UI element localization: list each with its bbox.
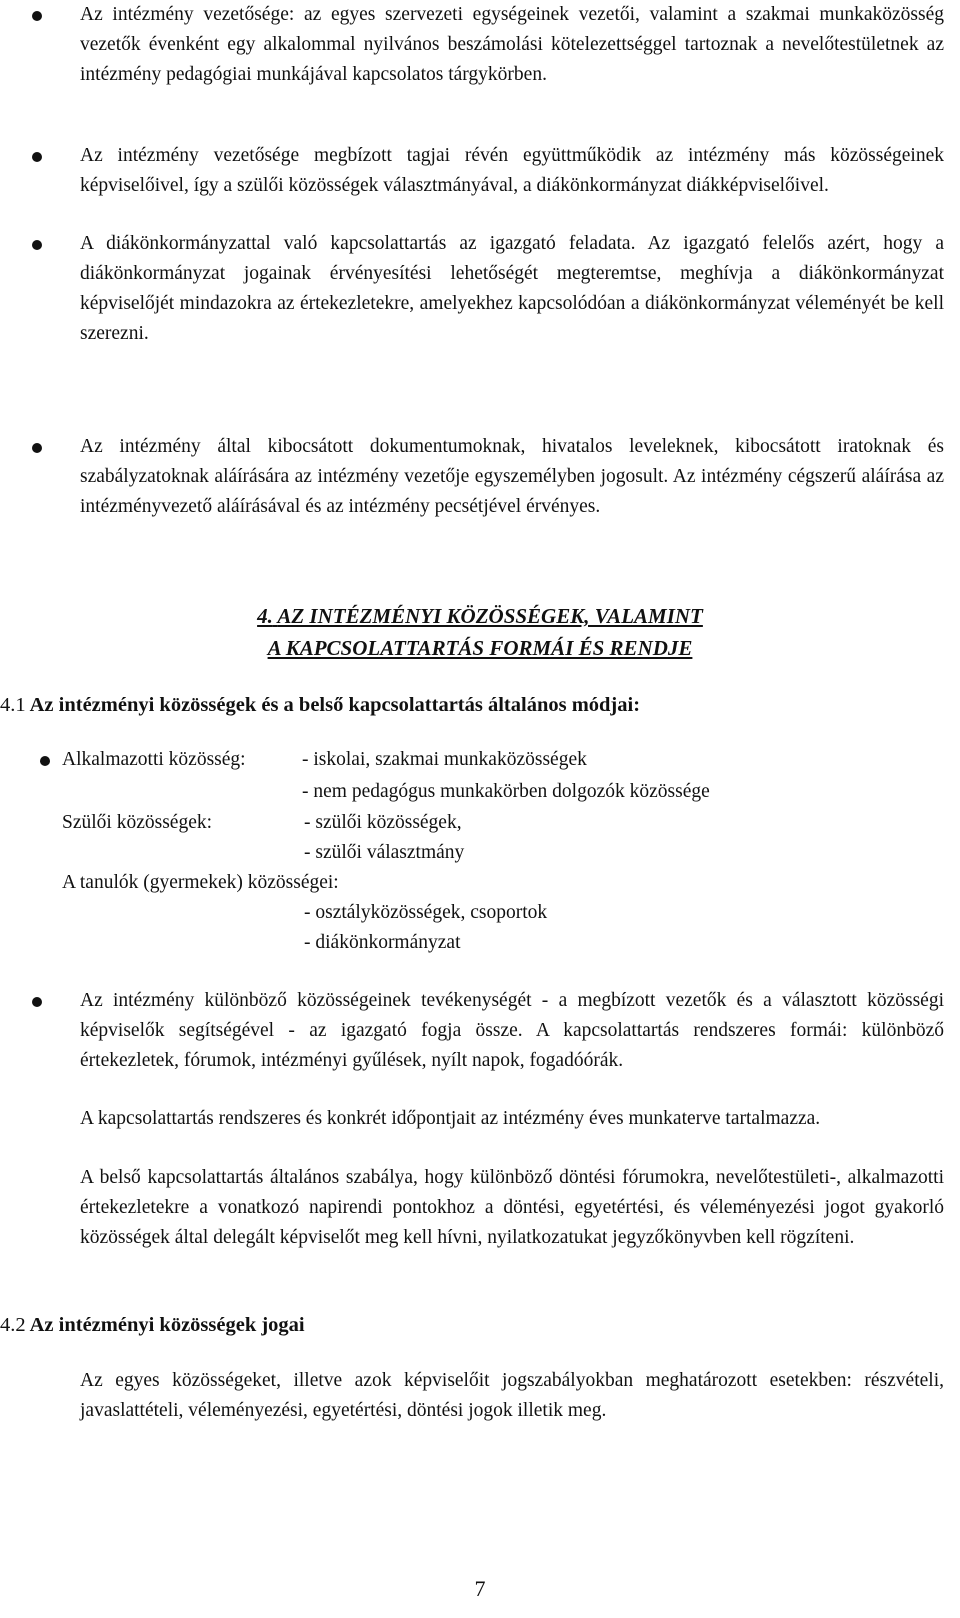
bullet-icon [32, 997, 42, 1007]
students-label: A tanulók (gyermekek) közösségei: [62, 872, 339, 893]
paragraph-community-rights: Az egyes közösségeket, illetve azok képviselőit jogszabályokban meghatározott esetekben: részvételi, javaslattételi, véleményezési, egyetértési, döntési jogok illetik meg. [80, 1370, 944, 1421]
bullet-icon [32, 152, 42, 162]
paragraph-contact-rules: A belső kapcsolattartás általános szabálya, hogy különböző döntési fórumokra, nevelőtestületi-, alkalmazotti értekezletekre a vonatkozó napirendi pontokhoz a döntési, egyetértési, és véleményezési jogot gyakorló közösségek által delegált képviselőt meg kell hívni, nyilatkozatukat jegyzőkönyvben kell rögzíteni. [80, 1167, 944, 1248]
staff-item: - iskolai, szakmai munkaközösségek [302, 749, 587, 770]
staff-item: - nem pedagógus munkakörben dolgozók közössége [302, 781, 710, 802]
students-item: - osztályközösségek, csoportok [304, 902, 548, 923]
chapter-number: 4. [257, 604, 273, 628]
section-title: Az intézményi közösségek és a belső kapcsolattartás általános módjai: [29, 694, 641, 716]
bullet-icon [32, 443, 42, 453]
parents-item: - szülői választmány [304, 842, 465, 863]
section-title: Az intézményi közösségek jogai [29, 1314, 305, 1336]
section-number: 4.2 [0, 1314, 26, 1336]
paragraph-contact-schedule: A kapcsolattartás rendszeres és konkrét időpontjait az intézmény éves munkaterve tartalmazza. [80, 1108, 821, 1129]
section-4-2-heading [0, 1310, 305, 1340]
parents-item: - szülői közösségek, [304, 812, 462, 833]
students-item: - diákönkormányzat [304, 932, 461, 953]
chapter-title-line2: A KAPCSOLATTARTÁS FORMÁI ÉS RENDJE [267, 636, 693, 660]
paragraph-contact-forms: Az intézmény különböző közösségeinek tevékenységét - a megbízott vezetők és a választott közösségi képviselők segítségével - az igazgató fogja össze. A kapcsolattartás rendszeres formái: különböző értekezletek, fórumok, intézményi gyűlések, nyílt napok, fogadóórák. [80, 990, 944, 1071]
bullet-icon [40, 756, 50, 766]
paragraph-signatures: Az intézmény által kibocsátott dokumentumoknak, hivatalos leveleknek, kibocsátott iratoknak és szabályzatoknak aláírására az intézmény vezetője egyszemélyben jogosult. Az intézmény cégszerű aláírása az intézményvezető aláírásával és az intézmény pecsétjével érvényes. [80, 436, 944, 517]
bullet-icon [32, 240, 42, 250]
bullet-icon [32, 11, 42, 21]
chapter-title-line1: AZ INTÉZMÉNYI KÖZÖSSÉGEK, VALAMINT [277, 604, 703, 628]
paragraph-student-council: A diákönkormányzattal való kapcsolattartás az igazgató feladata. Az igazgató felelős azért, hogy a diákönkormányzat jogainak érvényesítési lehetőségét megteremtse, meghívja a diákönkormányzat képviselőjét mindazokra az értekezletekre, amelyekhez kapcsolódóan a diákönkormányzat véleményét be kell szerezni. [80, 233, 944, 344]
staff-label: Alkalmazotti közösség: [62, 749, 246, 770]
paragraph-leadership-reporting: Az intézmény vezetősége: az egyes szervezeti egységeinek vezetői, valamint a szakmai munkaközösség vezetők évenként egy alkalommal nyilvános beszámolási kötelezettséggel tartoznak a nevelőtestületnek az intézmény pedagógiai munkájával kapcsolatos tárgykörben. [80, 4, 944, 85]
section-number: 4.1 [0, 694, 26, 716]
section-4-1-heading [0, 690, 640, 720]
chapter-heading-line1 [0, 601, 960, 631]
page-number: 7 [474, 1576, 486, 1601]
paragraph-cooperation: Az intézmény vezetősége megbízott tagjai révén együttműködik az intézmény más közösségeinek képviselőivel, így a szülői közösségek választmányával, a diákönkormányzat diákképviselőivel. [80, 145, 944, 196]
parents-label: Szülői közösségek: [62, 812, 213, 833]
